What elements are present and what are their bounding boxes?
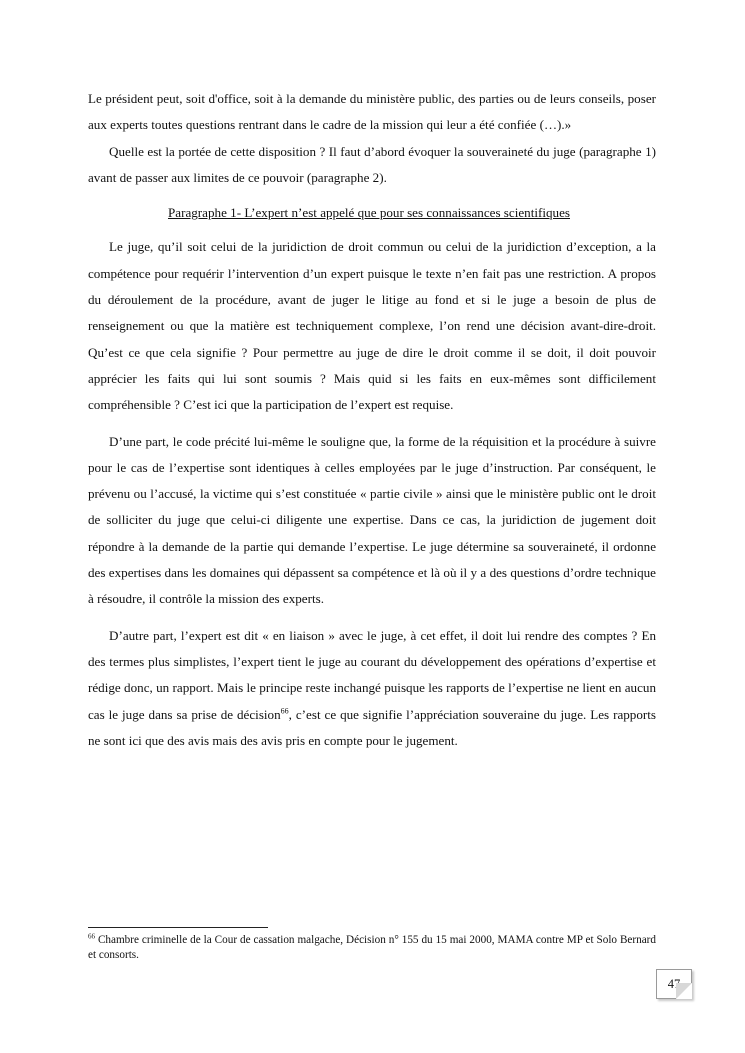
paragraph-question: Quelle est la portée de cette disposition ? Il faut d’abord évoquer la souveraineté du juge (paragraphe 1) avant de passer aux limites de ce pouvoir (paragraphe 2). xyxy=(88,143,656,185)
body-text xyxy=(88,86,656,754)
page-curl-icon xyxy=(676,983,692,999)
paragraph-quote-end: Le président peut, soit d'office, soit à la demande du ministère public, des parties ou de leurs conseils, poser aux experts toutes questions rentrant dans le cadre de la mission qui leur a été confiée (…).» xyxy=(88,91,656,133)
paragraph-second-hand-text-end: , c’est ce que signifie l’appréciation souveraine du juge. Les rapports ne sont ici que des avis mais des avis pris en compte pour le jugement. xyxy=(88,706,656,748)
footnote-number: 66 xyxy=(88,932,95,941)
footnote-text: Chambre criminelle de la Cour de cassation malgache, Décision n° 155 du 15 mai 2000, MAMA contre MP et Solo Bernard et consorts. xyxy=(88,934,656,961)
section-heading: Paragraphe 1- L’expert n’est appelé que pour ses connaissances scientifiques xyxy=(167,205,570,221)
paragraph-second-hand xyxy=(88,623,656,754)
paragraph-first-hand: D’une part, le code précité lui-même le souligne que, la forme de la réquisition et la procédure à suivre pour le cas de l’expertise sont identiques à celles employées par le juge d’instruction. Par conséquent, le prévenu ou l’accusé, la victime qui s’est constituée « partie civile » ainsi que le ministère public ont le droit de solliciter du juge que celui-ci diligente une expertise. Dans ce cas, la juridiction de jugement doit répondre à la demande de la partie qui demande l’expertise. Le juge détermine sa souveraineté, il ordonne des expertises dans les domaines qui dépassent sa compétence et là où il y a des questions d’ordre technique à résoudre, il contrôle la mission des experts. xyxy=(88,433,656,607)
paragraph-judge-competence: Le juge, qu’il soit celui de la juridiction de droit commun ou celui de la juridiction d’exception, a la compétence pour requérir l’intervention d’un expert puisque le texte n’en fait pas une restriction. A propos du déroulement de la procédure, avant de juger le litige au fond et si le juge a besoin de plus de renseignement ou que la matière est techniquement complexe, l’on rend une décision avant-dire-droit. Qu’est ce que cela signifie ? Pour permettre au juge de dire le droit comme il se doit, il doit pouvoir apprécier les faits qui lui sont soumis ? Mais quid si les faits en eux-mêmes sont difficilement compréhensible ? C’est ici que la participation de l’expert est requise. xyxy=(88,239,656,413)
footnote-reference[interactable]: 66 xyxy=(280,706,289,716)
page-number-box xyxy=(656,969,692,999)
footnote xyxy=(88,933,656,963)
footnote-separator xyxy=(88,927,268,928)
paragraph-second-hand-text: D’autre part, l’expert est dit « en liaison » avec le juge, à cet effet, il doit lui rendre des comptes ? En des termes plus simplistes, l’expert tient le juge au courant du développement des opérations d’expertise et rédige donc, un rapport. Mais le principe reste inchangé puisque les rapports de l’expertise ne lient en aucun cas le juge dans sa prise de décision xyxy=(88,627,656,722)
page-number: 47 xyxy=(667,977,681,991)
